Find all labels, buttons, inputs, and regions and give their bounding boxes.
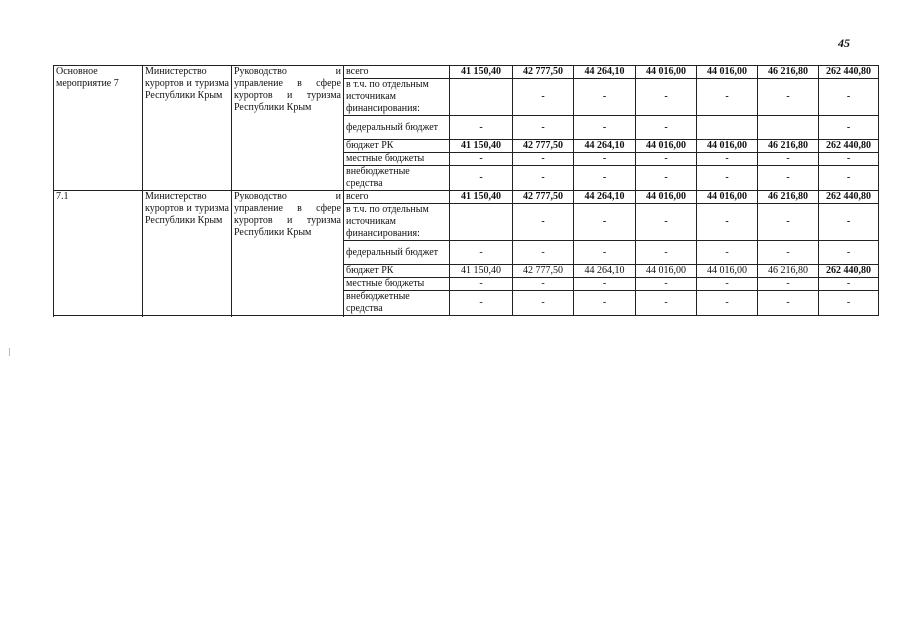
table-row bbox=[54, 191, 879, 204]
value-cell: - bbox=[513, 291, 574, 316]
total-cell: 262 440,80 bbox=[819, 191, 879, 204]
value-cell: - bbox=[636, 241, 697, 265]
measure-name-cell: 7.1 bbox=[54, 191, 143, 316]
value-cell: - bbox=[513, 241, 574, 265]
value-cell: 41 150,40 bbox=[450, 265, 513, 278]
funding-table bbox=[53, 65, 879, 316]
total-cell: 262 440,80 bbox=[819, 140, 879, 153]
table-row bbox=[54, 66, 879, 79]
value-cell: - bbox=[697, 166, 758, 191]
source-cell: внебюджетные средства bbox=[344, 166, 450, 191]
value-cell: - bbox=[513, 204, 574, 241]
value-cell: - bbox=[697, 153, 758, 166]
source-cell: всего bbox=[344, 191, 450, 204]
total-cell: - bbox=[819, 79, 879, 116]
value-cell: - bbox=[450, 278, 513, 291]
total-cell: - bbox=[819, 204, 879, 241]
value-cell: - bbox=[636, 204, 697, 241]
value-cell: - bbox=[758, 166, 819, 191]
executor-cell: Министерство курортов и туризма Республики Крым bbox=[143, 66, 232, 191]
total-cell: - bbox=[819, 166, 879, 191]
value-cell: 44 264,10 bbox=[574, 66, 636, 79]
value-cell: - bbox=[513, 166, 574, 191]
value-cell: 44 016,00 bbox=[697, 191, 758, 204]
value-cell: 44 016,00 bbox=[697, 66, 758, 79]
value-cell: 44 016,00 bbox=[636, 265, 697, 278]
total-cell: - bbox=[819, 153, 879, 166]
value-cell: 41 150,40 bbox=[450, 140, 513, 153]
total-cell: - bbox=[819, 241, 879, 265]
value-cell: - bbox=[574, 291, 636, 316]
value-cell: - bbox=[697, 278, 758, 291]
value-cell: - bbox=[574, 204, 636, 241]
value-cell: - bbox=[574, 153, 636, 166]
value-cell: - bbox=[450, 116, 513, 140]
value-cell: 46 216,80 bbox=[758, 191, 819, 204]
value-cell: - bbox=[636, 153, 697, 166]
value-cell: - bbox=[574, 241, 636, 265]
source-cell: в т.ч. по отдельным источникам финансирования: bbox=[344, 204, 450, 241]
value-cell: - bbox=[636, 166, 697, 191]
value-cell: - bbox=[758, 241, 819, 265]
value-cell: 46 216,80 bbox=[758, 140, 819, 153]
source-cell: местные бюджеты bbox=[344, 153, 450, 166]
value-cell: - bbox=[697, 204, 758, 241]
source-cell: всего bbox=[344, 66, 450, 79]
total-cell: - bbox=[819, 116, 879, 140]
value-cell: - bbox=[636, 278, 697, 291]
value-cell: - bbox=[574, 166, 636, 191]
total-cell: 262 440,80 bbox=[819, 265, 879, 278]
value-cell: - bbox=[636, 116, 697, 140]
value-cell bbox=[758, 116, 819, 140]
value-cell: - bbox=[697, 79, 758, 116]
value-cell: 44 016,00 bbox=[636, 66, 697, 79]
value-cell: 46 216,80 bbox=[758, 66, 819, 79]
value-cell bbox=[697, 116, 758, 140]
value-cell: - bbox=[574, 278, 636, 291]
source-cell: федеральный бюджет bbox=[344, 116, 450, 140]
value-cell: - bbox=[513, 116, 574, 140]
activity-cell: Руководство и управление в сфере курортов и туризма Республики Крым bbox=[232, 66, 344, 191]
value-cell: 42 777,50 bbox=[513, 191, 574, 204]
value-cell: - bbox=[574, 79, 636, 116]
value-cell: 41 150,40 bbox=[450, 191, 513, 204]
source-cell: федеральный бюджет bbox=[344, 241, 450, 265]
page-number: 45 bbox=[838, 36, 850, 50]
value-cell: 42 777,50 bbox=[513, 140, 574, 153]
value-cell: - bbox=[450, 166, 513, 191]
value-cell: 44 264,10 bbox=[574, 191, 636, 204]
value-cell: - bbox=[697, 291, 758, 316]
source-cell: внебюджетные средства bbox=[344, 291, 450, 316]
value-cell: 44 264,10 bbox=[574, 140, 636, 153]
value-cell: - bbox=[758, 153, 819, 166]
value-cell: - bbox=[450, 153, 513, 166]
value-cell: - bbox=[513, 79, 574, 116]
source-cell: местные бюджеты bbox=[344, 278, 450, 291]
total-cell: - bbox=[819, 291, 879, 316]
source-cell: бюджет РК bbox=[344, 265, 450, 278]
value-cell: 44 016,00 bbox=[697, 265, 758, 278]
value-cell: - bbox=[574, 116, 636, 140]
value-cell: 44 016,00 bbox=[636, 140, 697, 153]
value-cell: 44 264,10 bbox=[574, 265, 636, 278]
value-cell: 42 777,50 bbox=[513, 265, 574, 278]
value-cell: 44 016,00 bbox=[697, 140, 758, 153]
value-cell: - bbox=[450, 291, 513, 316]
executor-cell: Министерство курортов и туризма Республики Крым bbox=[143, 191, 232, 316]
value-cell: 44 016,00 bbox=[636, 191, 697, 204]
measure-name-cell: Основное мероприятие 7 bbox=[54, 66, 143, 191]
value-cell: 42 777,50 bbox=[513, 66, 574, 79]
total-cell: - bbox=[819, 278, 879, 291]
value-cell: - bbox=[697, 241, 758, 265]
value-cell bbox=[450, 79, 513, 116]
source-cell: в т.ч. по отдельным источникам финансирования: bbox=[344, 79, 450, 116]
value-cell: - bbox=[758, 291, 819, 316]
value-cell: - bbox=[636, 79, 697, 116]
value-cell bbox=[450, 204, 513, 241]
scan-edge-mark bbox=[9, 348, 10, 356]
value-cell: - bbox=[513, 153, 574, 166]
value-cell: - bbox=[758, 204, 819, 241]
total-cell: 262 440,80 bbox=[819, 66, 879, 79]
value-cell: - bbox=[758, 278, 819, 291]
value-cell: - bbox=[513, 278, 574, 291]
value-cell: 46 216,80 bbox=[758, 265, 819, 278]
activity-cell: Руководство и управление в сфере курортов и туризма Республики Крым bbox=[232, 191, 344, 316]
value-cell: 41 150,40 bbox=[450, 66, 513, 79]
value-cell: - bbox=[450, 241, 513, 265]
source-cell: бюджет РК bbox=[344, 140, 450, 153]
value-cell: - bbox=[758, 79, 819, 116]
value-cell: - bbox=[636, 291, 697, 316]
